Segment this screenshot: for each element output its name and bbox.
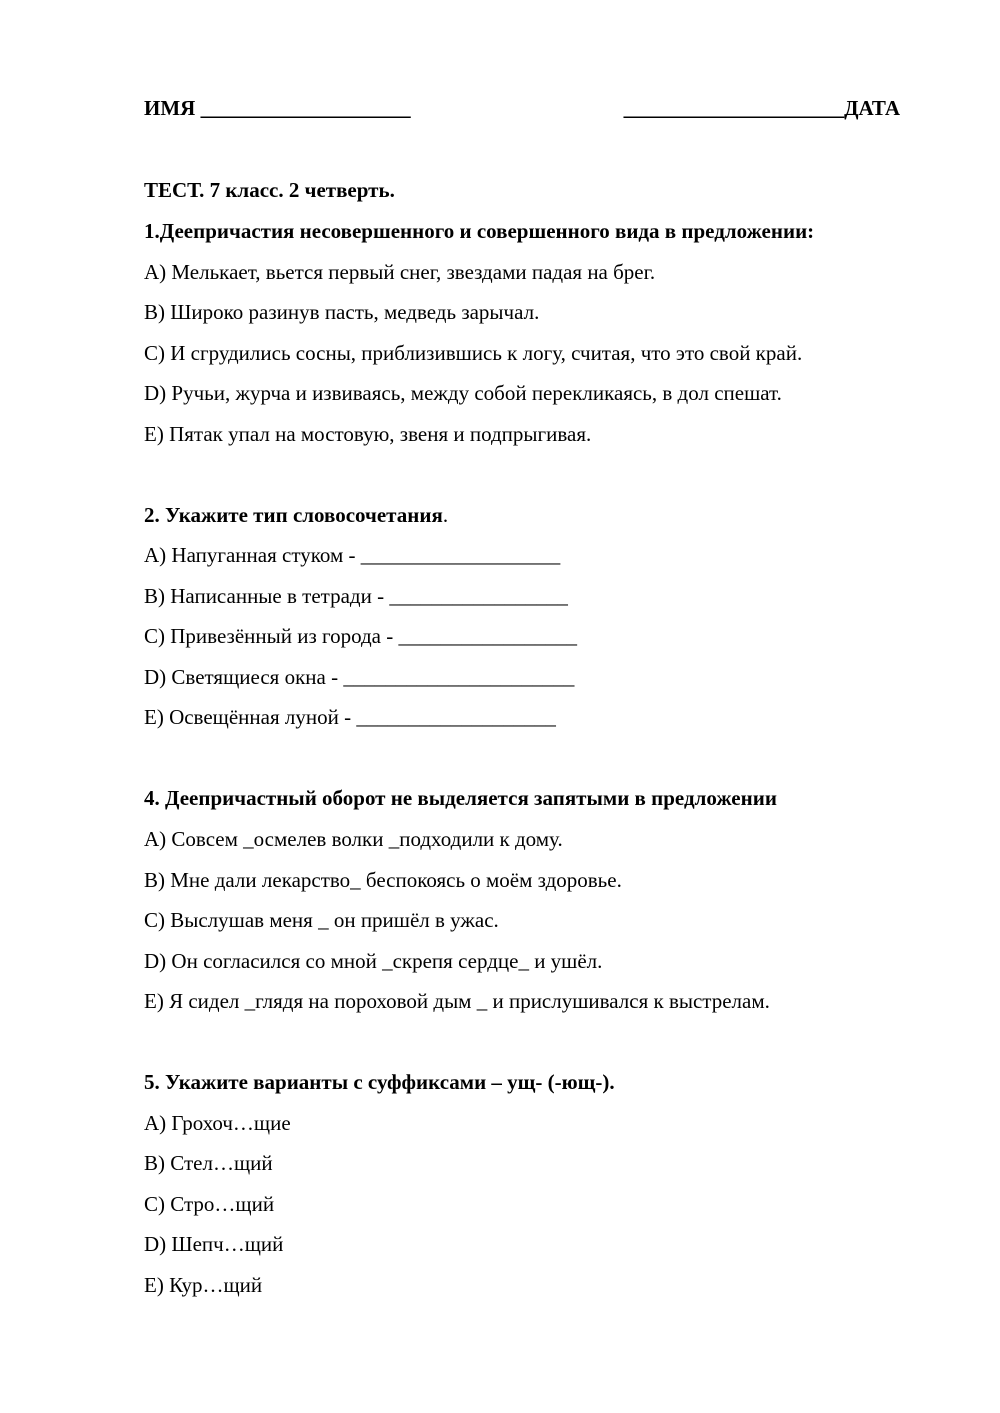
question-1-option-a: A) Мелькает, вьется первый снег, звездами падая на брег. [144, 260, 656, 284]
question-2-heading-period: . [442, 503, 449, 527]
question-5-option-b: B) Стел…щий [144, 1151, 273, 1175]
question-2-option-a: A) Напуганная стуком - ___________________ [144, 543, 561, 567]
test-title: ТЕСТ. 7 класс. 2 четверть. [144, 178, 395, 202]
question-2-option-e: E) Освещённая луной - ___________________ [144, 705, 556, 729]
name-field: ИМЯ ____________________ [144, 96, 411, 120]
question-2-heading-line [144, 503, 448, 527]
question-1-option-b: B) Широко разинув пасть, медведь зарычал. [144, 300, 540, 324]
question-4-option-c: C) Выслушав меня _ он пришёл в ужас. [144, 908, 499, 932]
question-4-option-a: A) Совсем _осмелев волки _подходили к дому. [144, 827, 563, 851]
question-1-option-e: E) Пятак упал на мостовую, звеня и подпрыгивая. [144, 422, 592, 446]
question-5-heading: 5. Укажите варианты с суффиксами – ущ- (-ющ-). [144, 1070, 615, 1094]
question-4-option-b: B) Мне дали лекарство_ беспокоясь о моём здоровье. [144, 868, 622, 892]
question-4-option-e: E) Я сидел _глядя на пороховой дым _ и прислушивался к выстрелам. [144, 989, 770, 1013]
question-2-heading: 2. Укажите тип словосочетания [144, 503, 443, 527]
question-2-option-b: B) Написанные в тетради - _________________ [144, 584, 568, 608]
date-field: _____________________ДАТА [623, 96, 900, 120]
question-5-option-d: D) Шепч…щий [144, 1232, 284, 1256]
question-5-option-e: E) Кур…щий [144, 1273, 263, 1297]
question-2-option-c: C) Привезённый из города - _________________ [144, 624, 577, 648]
question-4-option-d: D) Он согласился со мной _скрепя сердце_ и ушёл. [144, 949, 603, 973]
question-1-heading: 1.Деепричастия несовершенного и совершенного вида в предложении: [144, 219, 815, 243]
question-1-option-c: C) И сгрудились сосны, приблизившись к логу, считая, что это свой край. [144, 341, 803, 365]
question-5-option-c: C) Стро…щий [144, 1192, 275, 1216]
question-4-heading: 4. Деепричастный оборот не выделяется запятыми в предложении [144, 786, 777, 810]
question-1-option-d: D) Ручьи, журча и извиваясь, между собой перекликаясь, в дол спешат. [144, 381, 782, 405]
question-5-option-a: A) Грохоч…щие [144, 1111, 291, 1135]
question-2-option-d: D) Светящиеся окна - ______________________ [144, 665, 575, 689]
